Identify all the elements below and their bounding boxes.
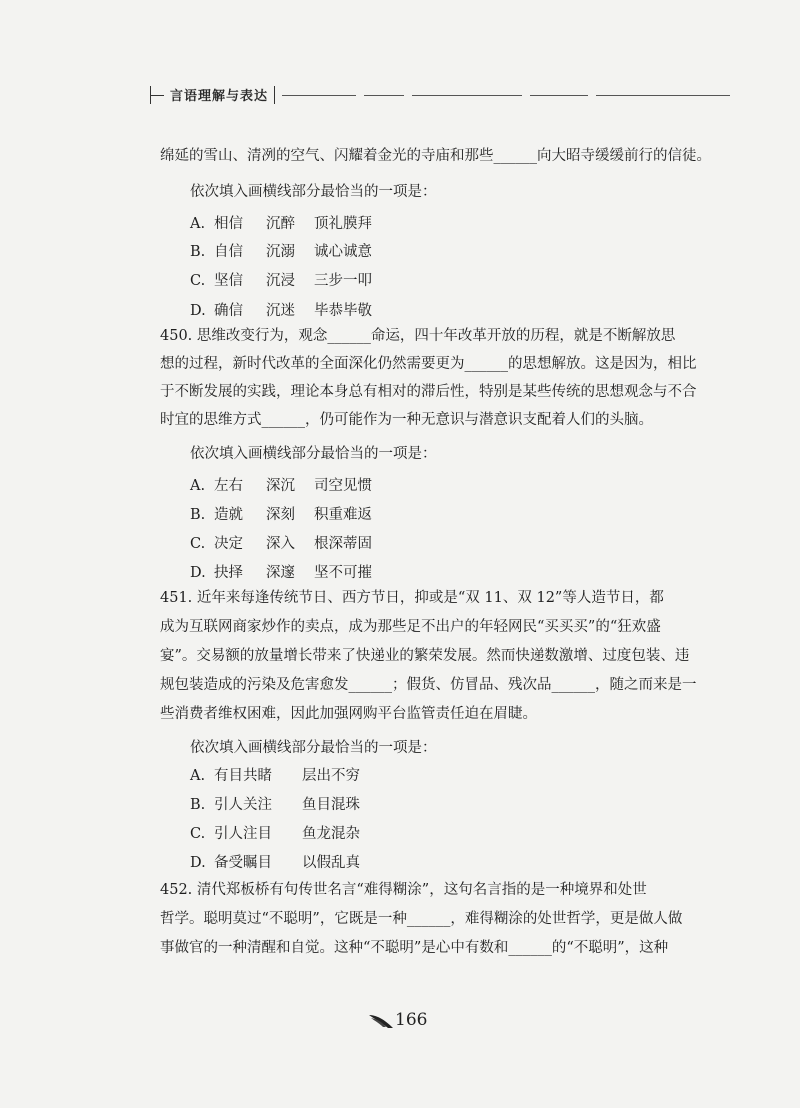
header-rule bbox=[282, 95, 356, 96]
q450-option-a: A. 左右 深沉 司空见惯 bbox=[190, 478, 372, 494]
q451-line-2: 成为互联网商家炒作的卖点，成为那些足不出户的年轻网民“买买买”的“狂欢盛 bbox=[160, 619, 661, 635]
q450-line-3: 于不断发展的实践，理论本身总有相对的滞后性，特别是某些传统的思想观念与不合 bbox=[160, 384, 697, 400]
q451-line-1: 451. 近年来每逢传统节日、西方节日，抑或是“双 11、双 12”等人造节日，都 bbox=[160, 590, 664, 606]
feather-icon bbox=[368, 1011, 394, 1031]
q451-option-b: B. 引人关注 鱼目混珠 bbox=[190, 797, 360, 813]
q451-option-d: D. 备受瞩目 以假乱真 bbox=[190, 855, 360, 871]
q450-option-b: B. 造就 深刻 积重难返 bbox=[190, 507, 372, 523]
header-rule bbox=[412, 95, 522, 96]
q451-option-c: C. 引人注目 鱼龙混杂 bbox=[190, 826, 360, 842]
q450-line-1: 450. 思维改变行为，观念______命运，四十年改革开放的历程，就是不断解放思 bbox=[160, 328, 676, 344]
q449-prompt: 依次填入画横线部分最恰当的一项是： bbox=[190, 184, 437, 200]
q449-option-c: C. 坚信 沉浸 三步一叩 bbox=[190, 273, 372, 289]
section-title: 言语理解与表达 bbox=[170, 89, 269, 104]
q449-option-b: B. 自信 沉溺 诚心诚意 bbox=[190, 244, 372, 260]
q450-option-d: D. 抉择 深邃 坚不可摧 bbox=[190, 565, 372, 581]
header-rule-left bbox=[150, 95, 164, 96]
q452-line-2: 哲学。聪明莫过“不聪明”，它既是一种______，难得糊涂的处世哲学，更是做人做 bbox=[160, 911, 683, 927]
q451-line-4: 规包装造成的污染及危害愈发______；假货、仿冒品、残次品______，随之而来是一 bbox=[160, 677, 697, 693]
q451-line-3: 宴”。交易额的放量增长带来了快递业的繁荣发展。然而快递数激增、过度包装、违 bbox=[160, 648, 690, 664]
q450-option-c: C. 决定 深入 根深蒂固 bbox=[190, 536, 372, 552]
q451-line-5: 些消费者维权困难，因此加强网购平台监管责任迫在眉睫。 bbox=[160, 706, 537, 722]
page-number: 166 bbox=[395, 1010, 428, 1030]
q449-option-d: D. 确信 沉迷 毕恭毕敬 bbox=[190, 303, 372, 319]
header-rule bbox=[530, 95, 588, 96]
q449-option-a: A. 相信 沉醉 顶礼膜拜 bbox=[190, 216, 372, 232]
q450-prompt: 依次填入画横线部分最恰当的一项是： bbox=[190, 446, 437, 462]
page-footer bbox=[0, 1008, 800, 1038]
q452-line-3: 事做官的一种清醒和自觉。这种“不聪明”是心中有数和______的“不聪明”，这种 bbox=[160, 940, 669, 956]
q451-prompt: 依次填入画横线部分最恰当的一项是： bbox=[190, 740, 437, 756]
q450-line-2: 想的过程，新时代改革的全面深化仍然需要更为______的思想解放。这是因为，相比 bbox=[160, 356, 697, 372]
q451-option-a: A. 有目共睹 层出不穷 bbox=[190, 768, 360, 784]
q449-text: 绵延的雪山、清冽的空气、闪耀着金光的寺庙和那些______向大昭寺缓缓前行的信徒。 bbox=[160, 148, 711, 164]
header-divider bbox=[274, 86, 275, 104]
header-rule bbox=[596, 95, 730, 96]
q450-line-4: 时宜的思维方式______，仍可能作为一种无意识与潜意识支配着人们的头脑。 bbox=[160, 412, 653, 428]
q452-line-1: 452. 清代郑板桥有句传世名言“难得糊涂”，这句名言指的是一种境界和处世 bbox=[160, 882, 647, 898]
header-rule bbox=[364, 95, 404, 96]
header-divider bbox=[150, 86, 151, 104]
running-header bbox=[150, 84, 730, 108]
